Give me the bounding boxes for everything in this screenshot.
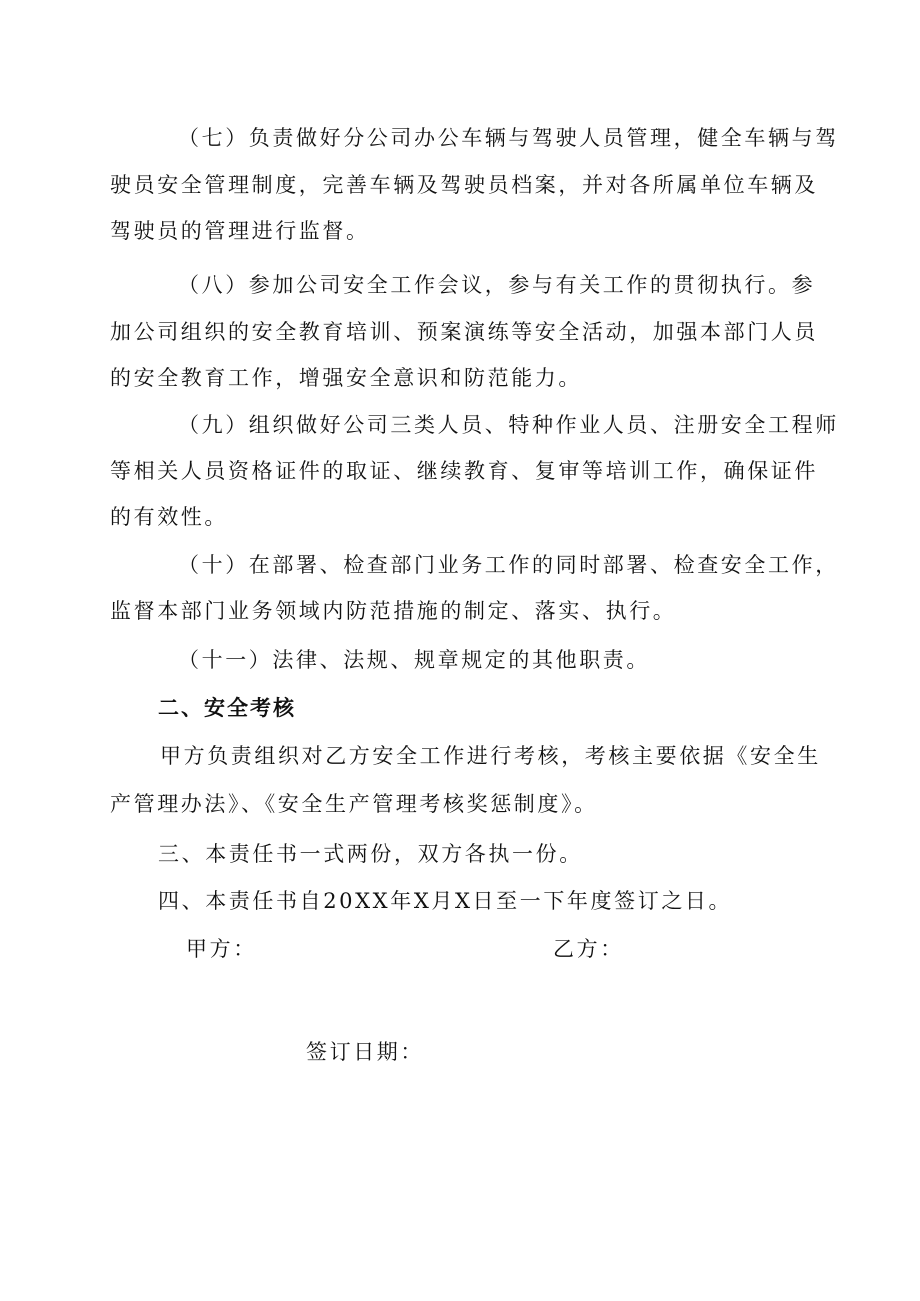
clause-9-line-2: 等相关人员资格证件的取证、继续教育、复审等培训工作，确保证件 bbox=[110, 459, 818, 483]
clause-9-line-3: 的有效性。 bbox=[110, 505, 228, 529]
section-three: 三、本责任书一式两份，双方各执一份。 bbox=[158, 842, 583, 866]
clause-7-line-3: 驾驶员的管理进行监督。 bbox=[110, 219, 370, 243]
clause-8-line-2: 加公司组织的安全教育培训、预案演练等安全活动，加强本部门人员 bbox=[110, 320, 818, 344]
clause-7-line-2: 驶员安全管理制度，完善车辆及驾驶员档案，并对各所属单位车辆及 bbox=[110, 173, 818, 197]
clause-7-line-1: （七）负责做好分公司办公车辆与驾驶人员管理，健全车辆与驾 bbox=[178, 126, 839, 150]
clause-9-line-1: （九）组织做好公司三类人员、特种作业人员、注册安全工程师 bbox=[178, 413, 839, 437]
sign-date-label: 签订日期： bbox=[306, 1040, 424, 1064]
party-a-label: 甲方： bbox=[186, 937, 257, 961]
section-two-line-2: 产管理办法》、《安全生产管理考核奖惩制度》。 bbox=[110, 792, 598, 816]
clause-10-line-2: 监督本部门业务领域内防范措施的制定、落实、执行。 bbox=[110, 599, 677, 623]
section-two-line-1: 甲方负责组织对乙方安全工作进行考核，考核主要依据《安全生 bbox=[160, 744, 821, 768]
clause-11-line-1: （十一）法律、法规、规章规定的其他职责。 bbox=[178, 648, 650, 672]
section-four: 四、本责任书自20XX年X月X日至一下年度签订之日。 bbox=[158, 889, 733, 913]
section-two-heading: 二、安全考核 bbox=[158, 695, 296, 720]
clause-10-line-1: （十）在部署、检查部门业务工作的同时部署、检查安全工作， bbox=[178, 553, 839, 577]
clause-8-line-3: 的安全教育工作，增强安全意识和防范能力。 bbox=[110, 366, 582, 390]
party-b-label: 乙方： bbox=[553, 937, 624, 961]
clause-8-line-1: （八）参加公司安全工作会议，参与有关工作的贯彻执行。参 bbox=[178, 273, 816, 297]
